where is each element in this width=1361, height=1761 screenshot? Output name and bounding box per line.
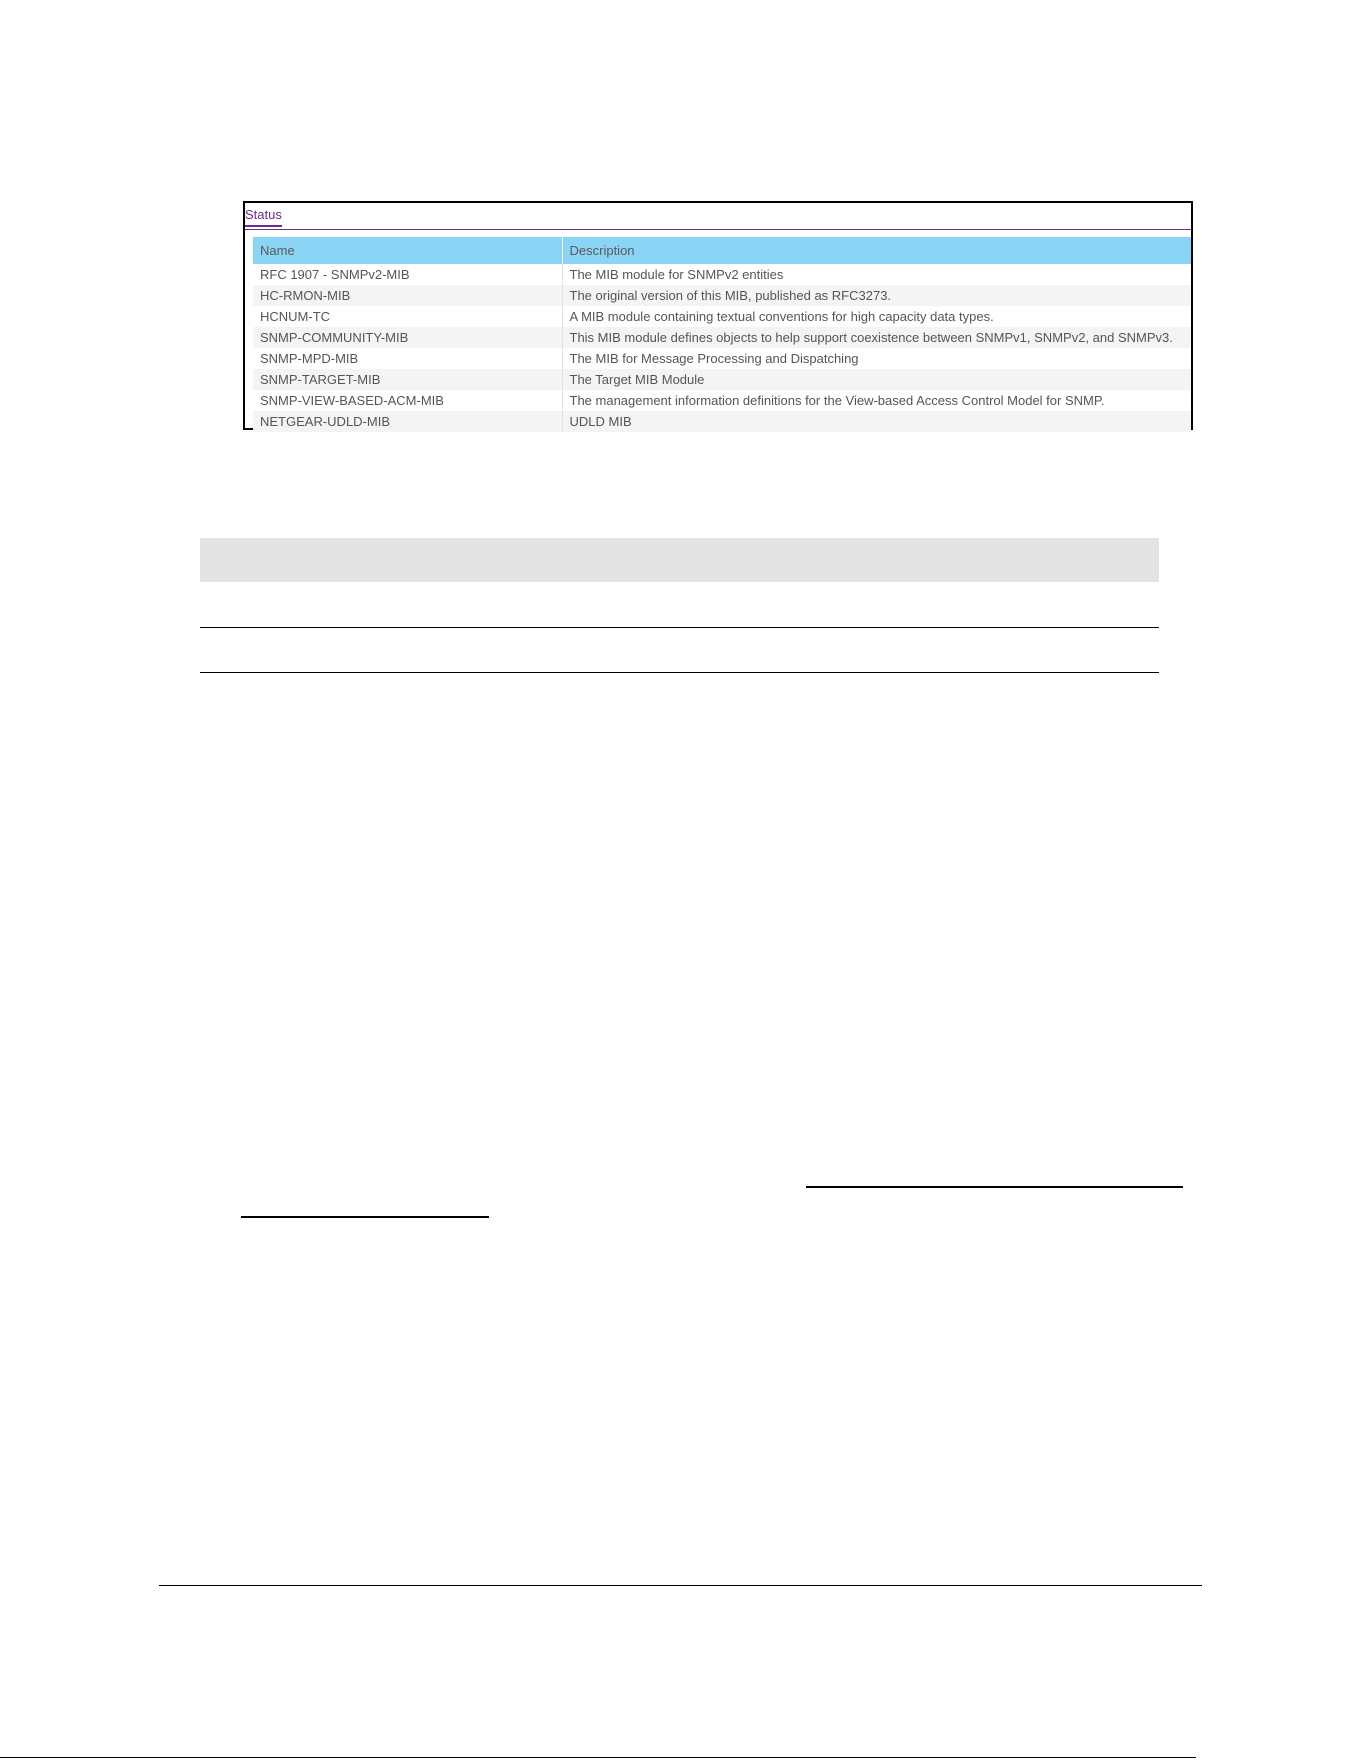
table-row	[253, 369, 1191, 390]
mib-description: The original version of this MIB, published as RFC3273.	[562, 285, 1191, 306]
table-row	[253, 348, 1191, 369]
table-row	[253, 390, 1191, 411]
mib-description: The MIB for Message Processing and Dispatching	[569, 351, 859, 366]
column-header-description[interactable]: Description	[562, 237, 1191, 264]
table-row	[253, 306, 1191, 327]
hyperlink-underline[interactable]	[806, 1186, 1183, 1188]
table-row	[253, 411, 1191, 432]
mib-description: The management information definitions for the View-based Access Control Model for SNMP.	[569, 393, 1105, 408]
mib-description: The Target MIB Module	[562, 369, 1191, 390]
tab-status[interactable]: Status	[245, 207, 282, 227]
footer-divider	[159, 1585, 1202, 1586]
mib-name: SNMP-VIEW-BASED-ACM-MIB	[253, 390, 562, 411]
column-header-name[interactable]: Name	[253, 237, 562, 264]
screenshot-figure	[243, 201, 1193, 430]
table-row-divider	[200, 672, 1159, 673]
mib-table	[253, 237, 1191, 432]
mib-name: SNMP-COMMUNITY-MIB	[253, 327, 562, 348]
mib-name: SNMP-TARGET-MIB	[253, 369, 562, 390]
table-row	[253, 264, 1191, 285]
tab-strip	[245, 203, 1191, 230]
mib-description: A MIB module containing textual conventions for high capacity data types.	[569, 309, 994, 324]
table-header-row	[253, 237, 1191, 264]
hyperlink-underline[interactable]	[241, 1216, 489, 1218]
mib-name: HC-RMON-MIB	[253, 285, 562, 306]
mib-description: This MIB module defines objects to help support coexistence between SNMPv1, SNMPv2, and SNMPv3.	[562, 327, 1191, 348]
mib-name: NETGEAR-UDLD-MIB	[253, 411, 562, 432]
mib-name: HCNUM-TC	[253, 306, 562, 327]
mib-description: UDLD MIB	[562, 411, 1191, 432]
table-row	[253, 327, 1191, 348]
table-row-divider	[200, 627, 1159, 628]
mib-description: The MIB module for SNMPv2 entities	[569, 267, 784, 282]
table-row	[253, 285, 1191, 306]
table-heading-band	[200, 538, 1159, 582]
page-bottom-border	[0, 1757, 1196, 1758]
mib-name: RFC 1907 - SNMPv2-MIB	[253, 264, 562, 285]
mib-name: SNMP-MPD-MIB	[253, 348, 562, 369]
